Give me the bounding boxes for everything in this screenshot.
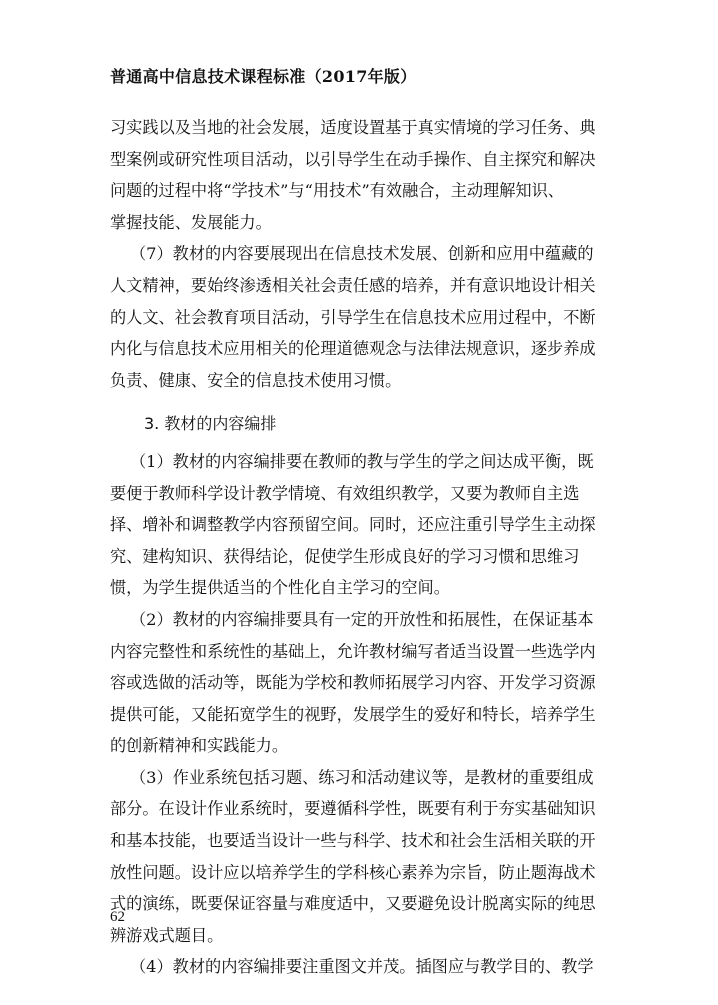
paragraph [110,238,598,396]
paragraph [110,951,598,983]
text-line: 的创新精神和实践能力。 [110,736,289,756]
text-line: 辨游戏式题目。 [110,925,224,945]
section-heading: 3. 教材的内容编排 [144,414,277,434]
text-line: 部分。在设计作业系统时，要遵循科学性，既要有利于夯实基础知识 [110,799,596,819]
paragraph [110,604,598,762]
paragraph [110,446,598,604]
paragraph [110,762,598,952]
text-line: 习实践以及当地的社会发展，适度设置基于真实情境的学习任务、典 [110,118,596,137]
text-line: （3）作业系统包括习题、练习和活动建议等，是教材的重要组成 [130,767,594,787]
text-line: 的人文、社会教育项目活动，引导学生在信息技术应用过程中，不断 [110,307,596,327]
text-line: 择、增补和调整教学内容预留空间。同时，还应注重引导学生主动探 [110,515,596,535]
body-text [110,112,598,983]
text-line: 惯，为学生提供适当的个性化自主学习的空间。 [110,578,450,598]
text-line: （2）教材的内容编排要具有一定的开放性和拓展性，在保证基本 [130,609,594,629]
text-line: 人文精神，要始终渗透相关社会责任感的培养，并有意识地设计相关 [110,275,596,295]
page-number: 62 [110,909,125,925]
text-line: 究、建构知识、获得结论，促使学生形成良好的学习习惯和思维习 [110,546,580,566]
paragraph [110,112,598,238]
text-line: 式的演练，既要保证容量与难度适中，又要避免设计脱离实际的纯思 [110,894,596,914]
text-line: 掌握技能、发展能力。 [110,212,272,232]
text-line: 放性问题。设计应以培养学生的学科核心素养为宗旨，防止题海战术 [110,862,596,882]
text-line: 要便于教师科学设计教学情境、有效组织教学，又要为教师自主选 [110,483,580,503]
text-line: （4）教材的内容编排要注重图文并茂。插图应与教学目的、教学 [130,957,594,977]
text-line: 负责、健康、安全的信息技术使用习惯。 [110,370,402,390]
text-line: 容或选做的活动等，既能为学校和教师拓展学习内容、开发学习资源 [110,673,596,693]
text-line: 和基本技能，也要适当设计一些与科学、技术和社会生活相关联的开 [110,831,596,851]
text-line: 型案例或研究性项目活动，以引导学生在动手操作、自主探究和解决 [110,149,596,169]
text-line: （1）教材的内容编排要在教师的教与学生的学之间达成平衡，既 [130,451,594,471]
running-header: 普通高中信息技术课程标准（2017年版） [110,67,417,86]
text-line: 提供可能，又能拓宽学生的视野，发展学生的爱好和特长，培养学生 [110,704,596,724]
text-line: （7）教材的内容要展现出在信息技术发展、创新和应用中蕴藏的 [130,244,594,264]
text-line: 内化与信息技术应用相关的伦理道德观念与法律法规意识，逐步养成 [110,339,596,359]
text-line: 内容完整性和系统性的基础上，允许教材编写者适当设置一些选学内 [110,641,596,661]
text-line: 问题的过程中将“学技术”与“用技术”有效融合，主动理解知识、 [110,181,564,201]
